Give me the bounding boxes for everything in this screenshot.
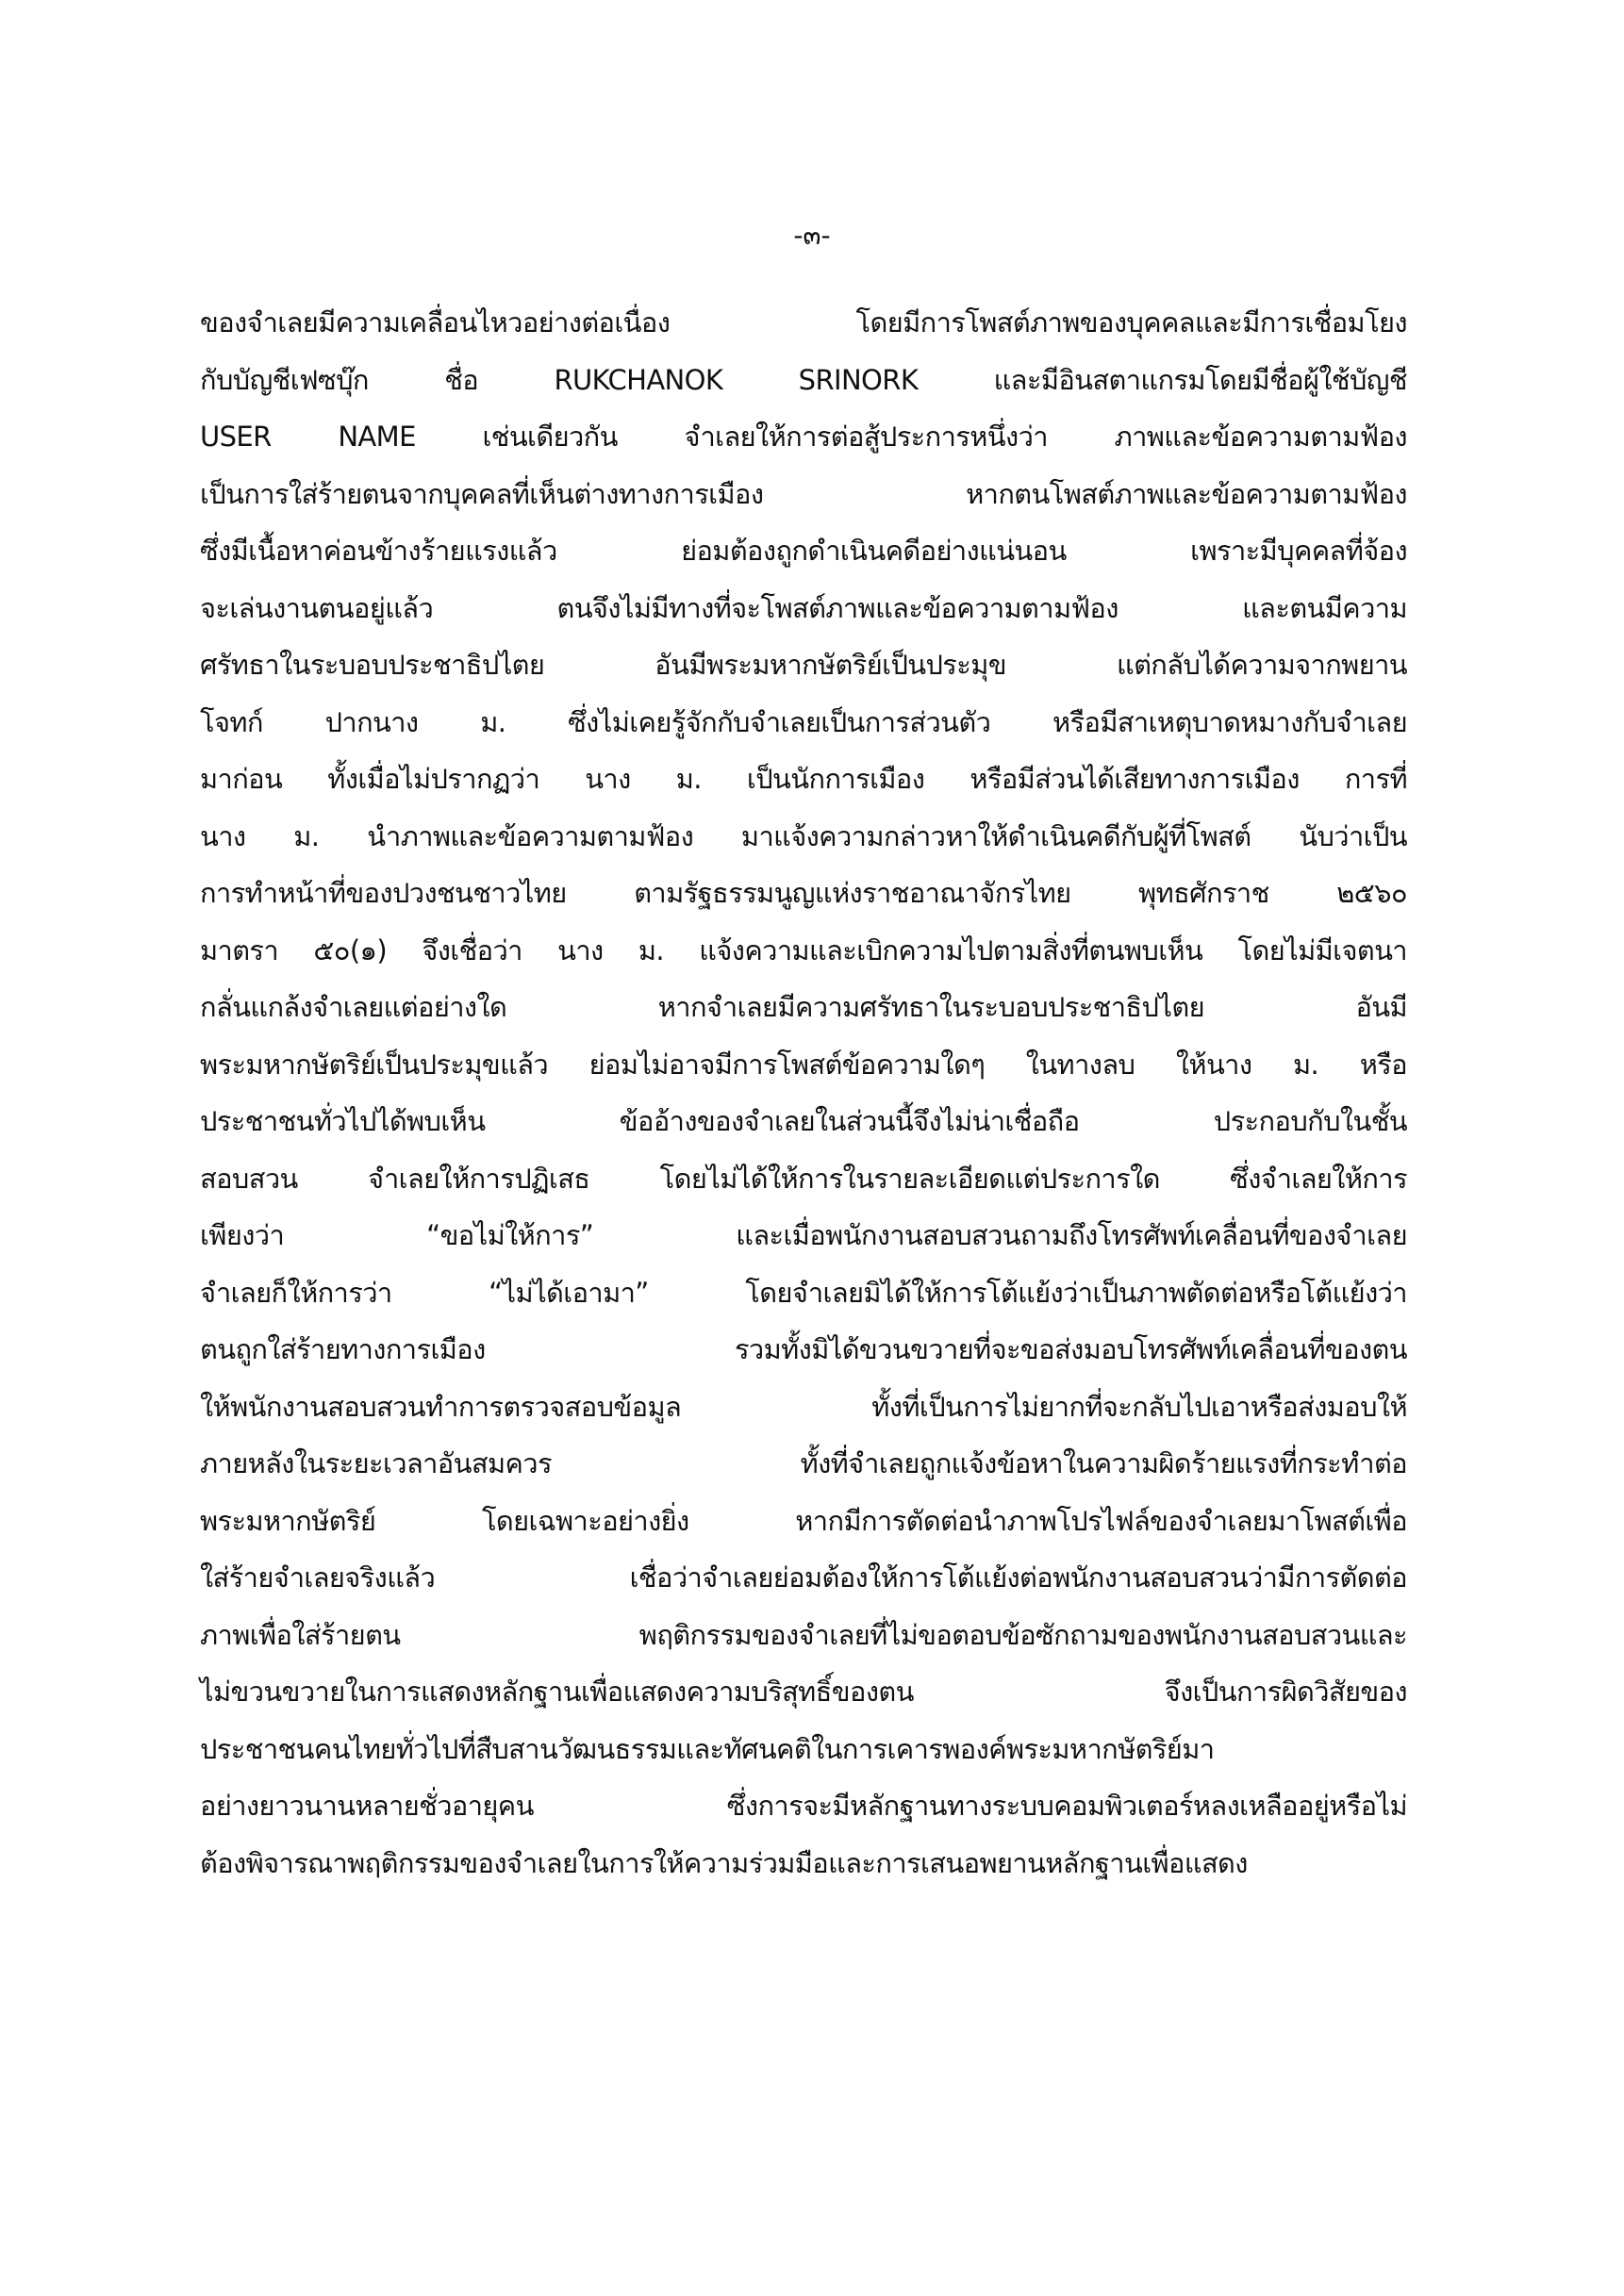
text-line: ไม่ขวนขวายในการแสดงหลักฐานเพื่อแสดงความบริสุทธิ์ของตน จึงเป็นการผิดวิสัยของ (200, 1676, 1407, 1708)
text-line: ประชาชนทั่วไปได้พบเห็น ข้ออ้างของจำเลยในส่วนนี้จึงไม่น่าเชื่อถือ ประกอบกับในชั้น (200, 1105, 1407, 1137)
text-line: กลั่นแกล้งจำเลยแต่อย่างใด หากจำเลยมีความศรัทธาในระบอบประชาธิปไตย อันมี (200, 991, 1407, 1023)
text-line: สอบสวน จำเลยให้การปฏิเสธ โดยไม่ได้ให้การในรายละเอียดแต่ประการใด ซึ่งจำเลยให้การ (200, 1162, 1407, 1195)
text-line: ซึ่งมีเนื้อหาค่อนข้างร้ายแรงแล้ว ย่อมต้องถูกดำเนินคดีอย่างแน่นอน เพราะมีบุคคลที่จ้อง (200, 535, 1407, 567)
text-line: ประชาชนคนไทยทั่วไปที่สืบสานวัฒนธรรมและทัศนคติในการเคารพองค์พระมหากษัตริย์มา (200, 1732, 1215, 1765)
text-line: พระมหากษัตริย์ โดยเฉพาะอย่างยิ่ง หากมีการตัดต่อนำภาพโปรไฟล์ของจำเลยมาโพสต์เพื่อ (200, 1504, 1407, 1537)
text-line: การทำหน้าที่ของปวงชนชาวไทย ตามรัฐธรรมนูญแห่งราชอาณาจักรไทย พุทธศักราช ๒๕๖๐ (200, 877, 1407, 909)
document-body (200, 294, 1407, 1891)
text-line: จะเล่นงานตนอยู่แล้ว ตนจึงไม่มีทางที่จะโพสต์ภาพและข้อความตามฟ้อง และตนมีความ (200, 591, 1407, 624)
text-line: ตนถูกใส่ร้ายทางการเมือง รวมทั้งมิได้ขวนขวายที่จะขอส่งมอบโทรศัพท์เคลื่อนที่ของตน (200, 1333, 1407, 1365)
text-line: จำเลยก็ให้การว่า “ไม่ได้เอามา” โดยจำเลยมิได้ให้การโต้แย้งว่าเป็นภาพตัดต่อหรือโต้แย้งว่า (200, 1276, 1407, 1309)
text-line: ภายหลังในระยะเวลาอันสมควร ทั้งที่จำเลยถูกแจ้งข้อหาในความผิดร้ายแรงที่กระทำต่อ (200, 1447, 1407, 1479)
text-line: ต้องพิจารณาพฤติกรรมของจำเลยในการให้ความร่วมมือและการเสนอพยานหลักฐานเพื่อแสดง (200, 1846, 1248, 1879)
text-line: USER NAME เช่นเดียวกัน จำเลยให้การต่อสู้ประการหนึ่งว่า ภาพและข้อความตามฟ้อง (200, 421, 1407, 453)
text-line: อย่างยาวนานหลายชั่วอายุคน ซึ่งการจะมีหลักฐานทางระบบคอมพิวเตอร์หลงเหลืออยู่หรือไม่ (200, 1790, 1407, 1822)
text-line: ใส่ร้ายจำเลยจริงแล้ว เชื่อว่าจำเลยย่อมต้องให้การโต้แย้งต่อพนักงานสอบสวนว่ามีการตัดต่อ (200, 1561, 1407, 1594)
text-line: มาตรา ๕๐(๑) จึงเชื่อว่า นาง ม. แจ้งความและเบิกความไปตามสิ่งที่ตนพบเห็น โดยไม่มีเจตนา (200, 933, 1407, 966)
text-line: ภาพเพื่อใส่ร้ายตน พฤติกรรมของจำเลยที่ไม่ขอตอบข้อซักถามของพนักงานสอบสวนและ (200, 1618, 1407, 1651)
text-line: พระมหากษัตริย์เป็นประมุขแล้ว ย่อมไม่อาจมีการโพสต์ข้อความใดๆ ในทางลบ ให้นาง ม. หรือ (200, 1048, 1407, 1081)
text-line: โจทก์ ปากนาง ม. ซึ่งไม่เคยรู้จักกับจำเลยเป็นการส่วนตัว หรือมีสาเหตุบาดหมางกับจำเลย (200, 705, 1407, 738)
text-line: ให้พนักงานสอบสวนทำการตรวจสอบข้อมูล ทั้งที่เป็นการไม่ยากที่จะกลับไปเอาหรือส่งมอบให้ (200, 1390, 1407, 1423)
text-line: นาง ม. นำภาพและข้อความตามฟ้อง มาแจ้งความกล่าวหาให้ดำเนินคดีกับผู้ที่โพสต์ นับว่าเป็น (200, 819, 1407, 852)
text-line: มาก่อน ทั้งเมื่อไม่ปรากฏว่า นาง ม. เป็นนักการเมือง หรือมีส่วนได้เสียทางการเมือง การที่ (200, 763, 1407, 795)
text-line: ศรัทธาในระบอบประชาธิปไตย อันมีพระมหากษัตริย์เป็นประมุข แต่กลับได้ความจากพยาน (200, 649, 1407, 681)
text-line: เป็นการใส่ร้ายตนจากบุคคลที่เห็นต่างทางการเมือง หากตนโพสต์ภาพและข้อความตามฟ้อง (200, 477, 1407, 510)
text-line: กับบัญชีเฟซบุ๊ก ชื่อ RUKCHANOK SRINORK และมีอินสตาแกรมโดยมีชื่อผู้ใช้บัญชี (200, 363, 1407, 396)
text-line: เพียงว่า “ขอไม่ให้การ” และเมื่อพนักงานสอบสวนถามถึงโทรศัพท์เคลื่อนที่ของจำเลย (200, 1219, 1407, 1251)
text-line: ของจำเลยมีความเคลื่อนไหวอย่างต่อเนื่อง โดยมีการโพสต์ภาพของบุคคลและมีการเชื่อมโยง (200, 306, 1407, 339)
page-number: -๓- (793, 220, 831, 251)
